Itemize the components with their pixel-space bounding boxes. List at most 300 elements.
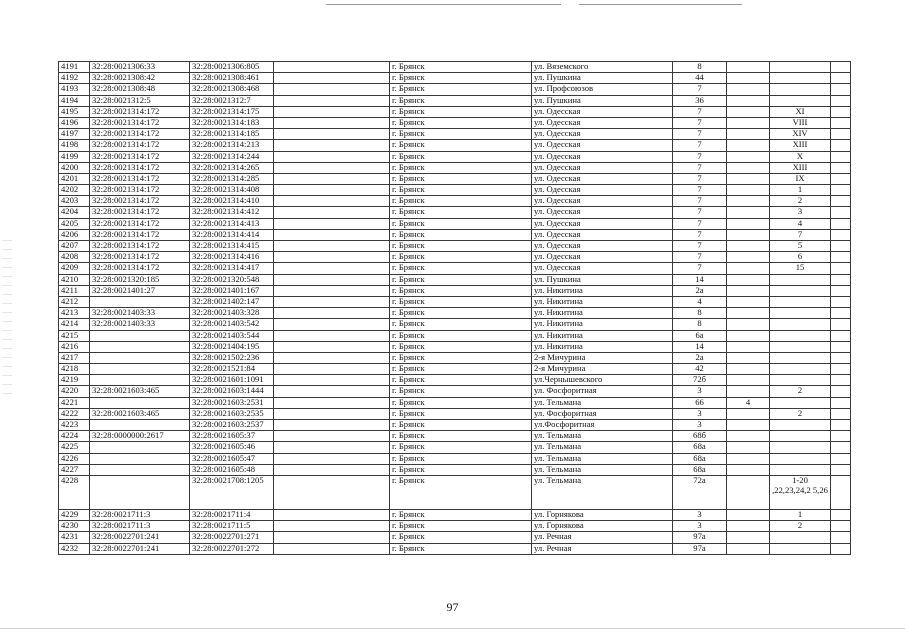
house-number-cell: 7 [673,229,727,240]
house-number-cell: 7 [673,84,727,95]
apartment-cell [770,84,831,95]
table-row [59,173,851,184]
house-number-cell: 7 [673,241,727,252]
cadastral-number-cell: 32:28:0021314:285 [190,173,274,184]
empty-cell [274,207,390,218]
building-cell [727,308,770,319]
row-number-cell: 4204 [59,207,90,218]
empty-cell [831,431,851,442]
house-number-cell: 3 [673,386,727,397]
registry-table [58,61,851,555]
house-number-cell: 3 [673,509,727,520]
cadastral-number-cell: 32:28:0021314:265 [190,162,274,173]
parent-cadastral-cell: 32:28:0021314:172 [90,162,190,173]
house-number-cell: 6а [673,330,727,341]
row-number-cell: 4224 [59,431,90,442]
house-number-cell: 8 [673,319,727,330]
empty-cell [274,173,390,184]
street-cell: ул. Одесская [532,207,673,218]
empty-cell [831,140,851,151]
empty-cell [831,397,851,408]
building-cell [727,532,770,543]
parent-cadastral-cell [90,453,190,464]
empty-cell [831,475,851,509]
cadastral-number-cell: 32:28:0021603:2535 [190,408,274,419]
apartment-cell [770,73,831,84]
row-number-cell: 4193 [59,84,90,95]
cadastral-number-cell: 32:28:0021308:461 [190,73,274,84]
parent-cadastral-cell: 32:28:0021314:172 [90,185,190,196]
cadastral-number-cell: 32:28:0022701:271 [190,532,274,543]
empty-cell [831,173,851,184]
parent-cadastral-cell: 32:28:0000000:2617 [90,431,190,442]
city-cell: г. Брянск [390,140,532,151]
street-cell: ул. Никитина [532,319,673,330]
parent-cadastral-cell [90,364,190,375]
row-number-cell: 4207 [59,241,90,252]
street-cell: ул. Пушкина [532,95,673,106]
cadastral-number-cell: 32:28:0022701:272 [190,543,274,554]
table-row [59,420,851,431]
empty-cell [274,218,390,229]
parent-cadastral-cell: 32:28:0021314:172 [90,173,190,184]
city-cell: г. Брянск [390,386,532,397]
empty-cell [274,229,390,240]
house-number-cell: 7 [673,218,727,229]
row-number-cell: 4200 [59,162,90,173]
empty-cell [831,185,851,196]
empty-cell [274,319,390,330]
empty-cell [831,296,851,307]
building-cell [727,431,770,442]
empty-cell [831,543,851,554]
street-cell: ул. Никитина [532,296,673,307]
building-cell [727,207,770,218]
empty-cell [274,386,390,397]
city-cell: г. Брянск [390,162,532,173]
city-cell: г. Брянск [390,95,532,106]
building-cell [727,241,770,252]
street-cell: ул. Фосфоритная [532,408,673,419]
street-cell: 2-я Мичурина [532,364,673,375]
street-cell: ул. Одесская [532,106,673,117]
table-row [59,229,851,240]
house-number-cell: 7 [673,140,727,151]
street-cell: ул. Одесская [532,162,673,173]
parent-cadastral-cell: 32:28:0022701:241 [90,543,190,554]
house-number-cell: 14 [673,341,727,352]
parent-cadastral-cell: 32:28:0021401:27 [90,285,190,296]
empty-cell [274,521,390,532]
house-number-cell: 14 [673,274,727,285]
parent-cadastral-cell: 32:28:0021308:48 [90,84,190,95]
table-row [59,84,851,95]
apartment-cell [770,308,831,319]
city-cell: г. Брянск [390,252,532,263]
apartment-cell [770,532,831,543]
city-cell: г. Брянск [390,431,532,442]
table-row [59,285,851,296]
apartment-cell: XIV [770,129,831,140]
street-cell: ул. Тельмана [532,475,673,509]
table-row [59,106,851,117]
empty-cell [831,162,851,173]
house-number-cell: 2а [673,352,727,363]
cadastral-number-cell: 32:28:0021605:46 [190,442,274,453]
empty-cell [831,442,851,453]
cadastral-number-cell: 32:28:0021320:548 [190,274,274,285]
building-cell [727,386,770,397]
parent-cadastral-cell: 32:28:0021314:172 [90,252,190,263]
apartment-cell: 15 [770,263,831,274]
parent-cadastral-cell: 32:28:0021314:172 [90,151,190,162]
parent-cadastral-cell [90,341,190,352]
city-cell: г. Брянск [390,475,532,509]
apartment-cell [770,330,831,341]
empty-cell [274,162,390,173]
building-cell [727,73,770,84]
parent-cadastral-cell: 32:28:0021603:465 [90,408,190,419]
street-cell: ул. Тельмана [532,464,673,475]
city-cell: г. Брянск [390,241,532,252]
cadastral-number-cell: 32:28:0021711:4 [190,509,274,520]
empty-cell [274,129,390,140]
table-row [59,296,851,307]
apartment-cell [770,285,831,296]
parent-cadastral-cell: 32:28:0022701:241 [90,532,190,543]
table-row [59,196,851,207]
building-cell [727,229,770,240]
house-number-cell: 7 [673,252,727,263]
building-cell [727,129,770,140]
parent-cadastral-cell: 32:28:0021403:33 [90,319,190,330]
cadastral-number-cell: 32:28:0021314:185 [190,129,274,140]
cadastral-number-cell: 32:28:0021314:408 [190,185,274,196]
row-number-cell: 4205 [59,218,90,229]
empty-cell [274,252,390,263]
row-number-cell: 4218 [59,364,90,375]
empty-cell [274,453,390,464]
street-cell: ул. Тельмана [532,442,673,453]
house-number-cell: 3 [673,420,727,431]
empty-cell [831,341,851,352]
row-number-cell: 4230 [59,521,90,532]
house-number-cell: 68а [673,464,727,475]
row-number-cell: 4216 [59,341,90,352]
empty-cell [831,229,851,240]
house-number-cell: 7 [673,151,727,162]
table-row [59,252,851,263]
empty-cell [274,397,390,408]
empty-cell [831,509,851,520]
street-cell: ул. Пушкина [532,274,673,285]
apartment-cell: IX [770,173,831,184]
house-number-cell: 68а [673,453,727,464]
table-row [59,453,851,464]
house-number-cell: 8 [673,62,727,73]
cadastral-number-cell: 32:28:0021711:5 [190,521,274,532]
empty-cell [274,84,390,95]
cadastral-number-cell: 32:28:0021403:544 [190,330,274,341]
street-cell: ул. Одесская [532,117,673,128]
street-cell: ул. Никитина [532,330,673,341]
row-number-cell: 4226 [59,453,90,464]
building-cell [727,341,770,352]
table-row [59,532,851,543]
city-cell: г. Брянск [390,285,532,296]
city-cell: г. Брянск [390,532,532,543]
city-cell: г. Брянск [390,442,532,453]
street-cell: ул. Никитина [532,308,673,319]
table-row [59,140,851,151]
house-number-cell: 97а [673,543,727,554]
city-cell: г. Брянск [390,521,532,532]
apartment-cell: 2 [770,196,831,207]
house-number-cell: 36 [673,95,727,106]
empty-cell [831,196,851,207]
cadastral-number-cell: 32:28:0021314:175 [190,106,274,117]
empty-cell [274,296,390,307]
scan-edge-bottom [0,628,905,629]
cadastral-number-cell: 32:28:0021603:2531 [190,397,274,408]
table-row [59,521,851,532]
empty-cell [831,252,851,263]
house-number-cell: 68а [673,442,727,453]
empty-cell [831,151,851,162]
street-cell: ул. Горнякова [532,509,673,520]
empty-cell [831,464,851,475]
table-row [59,185,851,196]
row-number-cell: 4223 [59,420,90,431]
street-cell: ул. Никитина [532,341,673,352]
parent-cadastral-cell [90,475,190,509]
apartment-cell [770,62,831,73]
table-row [59,263,851,274]
cadastral-number-cell: 32:28:0021314:416 [190,252,274,263]
empty-cell [274,274,390,285]
apartment-cell [770,95,831,106]
row-number-cell: 4213 [59,308,90,319]
parent-cadastral-cell: 32:28:0021314:172 [90,129,190,140]
street-cell: ул. Тельмана [532,397,673,408]
empty-cell [274,532,390,543]
empty-cell [274,431,390,442]
empty-cell [831,274,851,285]
city-cell: г. Брянск [390,509,532,520]
apartment-cell: XI [770,106,831,117]
parent-cadastral-cell [90,397,190,408]
row-number-cell: 4195 [59,106,90,117]
parent-cadastral-cell [90,330,190,341]
empty-cell [831,386,851,397]
empty-cell [274,73,390,84]
table-row [59,73,851,84]
table-row [59,386,851,397]
cadastral-number-cell: 32:28:0021401:167 [190,285,274,296]
empty-cell [831,453,851,464]
house-number-cell: 97а [673,532,727,543]
building-cell [727,252,770,263]
apartment-cell [770,442,831,453]
table-row [59,129,851,140]
row-number-cell: 4211 [59,285,90,296]
empty-cell [831,263,851,274]
registry-table-body [59,62,851,555]
cadastral-number-cell: 32:28:0021314:213 [190,140,274,151]
empty-cell [831,408,851,419]
table-row [59,162,851,173]
house-number-cell: 7 [673,185,727,196]
cadastral-number-cell: 32:28:0021314:412 [190,207,274,218]
street-cell: ул. Одесская [532,196,673,207]
row-number-cell: 4191 [59,62,90,73]
empty-cell [274,330,390,341]
empty-cell [274,308,390,319]
building-cell [727,62,770,73]
cadastral-number-cell: 32:28:0021605:47 [190,453,274,464]
building-cell [727,408,770,419]
street-cell: ул. Речная [532,532,673,543]
apartment-cell [770,397,831,408]
apartment-cell [770,431,831,442]
apartment-cell: 2 [770,521,831,532]
table-row [59,475,851,509]
row-number-cell: 4206 [59,229,90,240]
table-row [59,151,851,162]
empty-cell [831,364,851,375]
parent-cadastral-cell [90,442,190,453]
house-number-cell: 72б [673,375,727,386]
street-cell: ул. Пушкина [532,73,673,84]
building-cell [727,442,770,453]
row-number-cell: 4229 [59,509,90,520]
apartment-cell: 1 [770,509,831,520]
parent-cadastral-cell: 32:28:0021314:172 [90,196,190,207]
building-cell [727,375,770,386]
street-cell: ул. Тельмана [532,431,673,442]
table-row [59,274,851,285]
cadastral-number-cell: 32:28:0021314:417 [190,263,274,274]
house-number-cell: 42 [673,364,727,375]
cadastral-number-cell: 32:28:0021402:147 [190,296,274,307]
city-cell: г. Брянск [390,296,532,307]
table-row [59,375,851,386]
building-cell [727,173,770,184]
empty-cell [274,341,390,352]
parent-cadastral-cell: 32:28:0021603:465 [90,386,190,397]
parent-cadastral-cell: 32:28:0021308:42 [90,73,190,84]
house-number-cell: 7 [673,106,727,117]
cadastral-number-cell: 32:28:0021403:542 [190,319,274,330]
building-cell [727,296,770,307]
apartment-cell: 5 [770,241,831,252]
empty-cell [274,185,390,196]
building-cell [727,196,770,207]
empty-cell [831,285,851,296]
row-number-cell: 4196 [59,117,90,128]
city-cell: г. Брянск [390,453,532,464]
empty-cell [274,62,390,73]
street-cell: ул. Никитина [532,285,673,296]
street-cell: ул. Профсоюзов [532,84,673,95]
parent-cadastral-cell [90,420,190,431]
building-cell [727,117,770,128]
empty-cell [274,543,390,554]
empty-cell [831,218,851,229]
empty-cell [831,129,851,140]
parent-cadastral-cell [90,352,190,363]
row-number-cell: 4198 [59,140,90,151]
street-cell: ул.Фосфоритная [532,420,673,431]
parent-cadastral-cell: 32:28:0021314:172 [90,263,190,274]
city-cell: г. Брянск [390,185,532,196]
city-cell: г. Брянск [390,364,532,375]
row-number-cell: 4197 [59,129,90,140]
parent-cadastral-cell: 32:28:0021314:172 [90,117,190,128]
empty-cell [274,442,390,453]
city-cell: г. Брянск [390,151,532,162]
cadastral-number-cell: 32:28:0021601:1091 [190,375,274,386]
row-number-cell: 4199 [59,151,90,162]
table-row [59,408,851,419]
parent-cadastral-cell [90,464,190,475]
city-cell: г. Брянск [390,84,532,95]
table-row [59,341,851,352]
building-cell [727,352,770,363]
building-cell [727,185,770,196]
apartment-cell: 7 [770,229,831,240]
table-row [59,319,851,330]
parent-cadastral-cell: 32:28:0021711:3 [90,509,190,520]
row-number-cell: 4201 [59,173,90,184]
house-number-cell: 44 [673,73,727,84]
house-number-cell: 7 [673,117,727,128]
building-cell [727,84,770,95]
table-row [59,117,851,128]
empty-cell [831,375,851,386]
building-cell [727,151,770,162]
row-number-cell: 4208 [59,252,90,263]
city-cell: г. Брянск [390,330,532,341]
empty-cell [274,408,390,419]
apartment-cell: 2 [770,386,831,397]
row-number-cell: 4225 [59,442,90,453]
street-cell: ул. Одесская [532,140,673,151]
table-row [59,364,851,375]
empty-cell [274,263,390,274]
cadastral-number-cell: 32:28:0021404:195 [190,341,274,352]
apartment-cell: 3 [770,207,831,218]
parent-cadastral-cell: 32:28:0021711:3 [90,521,190,532]
house-number-cell: 7 [673,196,727,207]
scan-edge-top [0,4,905,5]
empty-cell [274,95,390,106]
parent-cadastral-cell: 32:28:0021314:172 [90,218,190,229]
apartment-cell: XIII [770,140,831,151]
street-cell: ул. Одесская [532,129,673,140]
empty-cell [831,241,851,252]
cadastral-number-cell: 32:28:0021306:805 [190,62,274,73]
building-cell [727,263,770,274]
table-row [59,543,851,554]
street-cell: ул. Одесская [532,218,673,229]
empty-cell [831,95,851,106]
empty-cell [274,475,390,509]
parent-cadastral-cell: 32:28:0021312:5 [90,95,190,106]
empty-cell [831,308,851,319]
cadastral-number-cell: 32:28:0021314:415 [190,241,274,252]
building-cell [727,475,770,509]
